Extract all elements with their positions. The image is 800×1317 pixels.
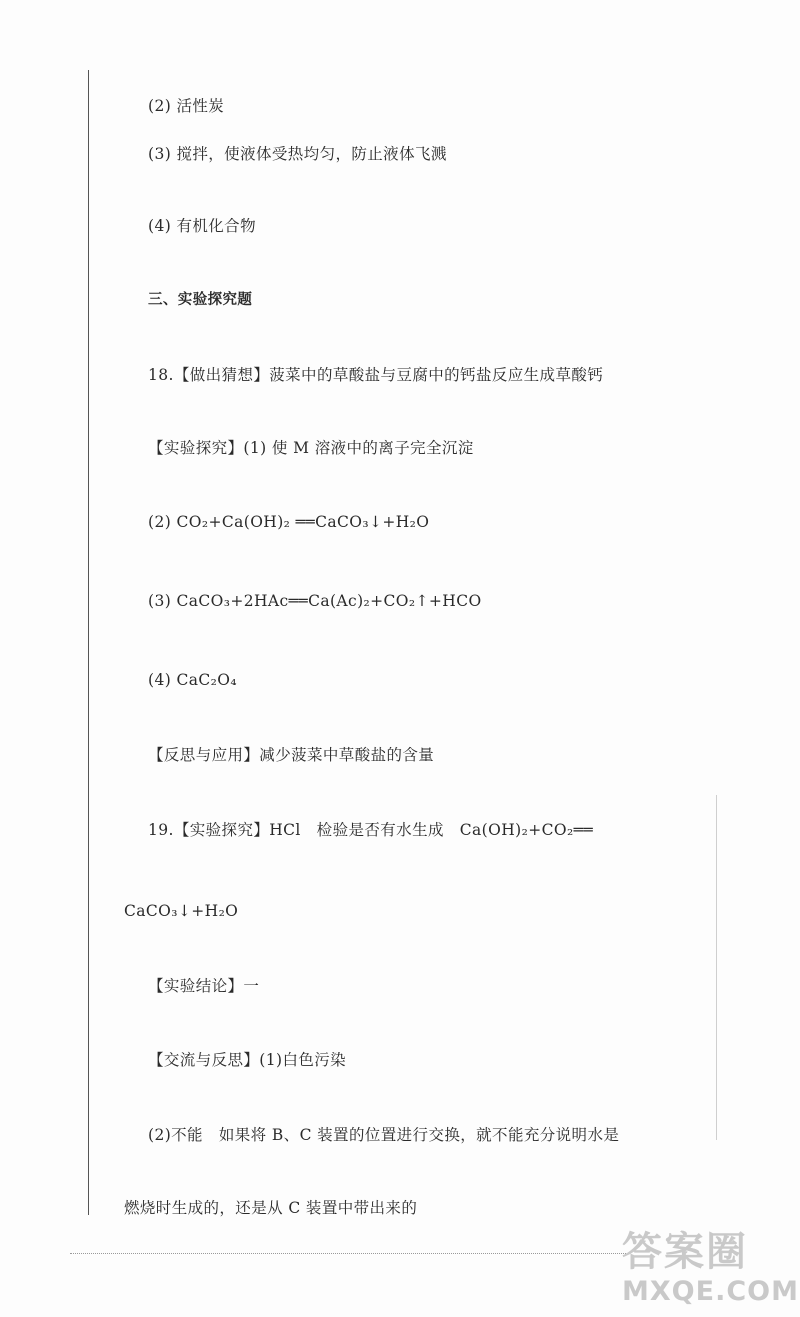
q18-hypothesis: 18.【做出猜想】菠菜中的草酸盐与豆腐中的钙盐反应生成草酸钙 <box>148 366 604 384</box>
right-margin-rule <box>716 795 717 1140</box>
q18-answer-4: (4) CaC₂O₄ <box>148 671 237 689</box>
q19-discussion-2: (2)不能 如果将 B、C 装置的位置进行交换，就不能充分说明水是 <box>148 1126 620 1144</box>
watermark-url: MXQE.COM <box>622 1276 799 1307</box>
q18-reflection: 【反思与应用】减少菠菜中草酸盐的含量 <box>148 746 435 764</box>
site-watermark <box>618 1228 799 1310</box>
q19-discussion-1: 【交流与反思】(1)白色污染 <box>148 1051 347 1069</box>
answer-4-organic-compound: (4) 有机化合物 <box>148 217 256 235</box>
answer-3-stirring: (3) 搅拌，使液体受热均匀，防止液体飞溅 <box>148 145 447 163</box>
left-margin-rule <box>88 70 89 1215</box>
q19-conclusion: 【实验结论】一 <box>148 977 260 995</box>
q18-equation-2: (2) CO₂+Ca(OH)₂ ══CaCO₃↓+H₂O <box>148 513 430 531</box>
q19-exploration: 19.【实验探究】HCl 检验是否有水生成 Ca(OH)₂+CO₂══ <box>148 821 594 839</box>
q19-equation-continuation: CaCO₃↓+H₂O <box>124 902 239 920</box>
watermark-logo-text: 答案圈 <box>622 1229 748 1275</box>
answer-2-activated-carbon: (2) 活性炭 <box>148 97 225 115</box>
section-heading-experiment: 三、实验探究题 <box>148 292 253 308</box>
q18-exploration-1: 【实验探究】(1) 使 M 溶液中的离子完全沉淀 <box>148 439 474 457</box>
bottom-dotted-rule <box>70 1253 630 1254</box>
q19-discussion-2-continuation: 燃烧时生成的，还是从 C 装置中带出来的 <box>124 1199 418 1217</box>
q18-equation-3: (3) CaCO₃+2HAc══Ca(Ac)₂+CO₂↑+HCO <box>148 592 482 610</box>
